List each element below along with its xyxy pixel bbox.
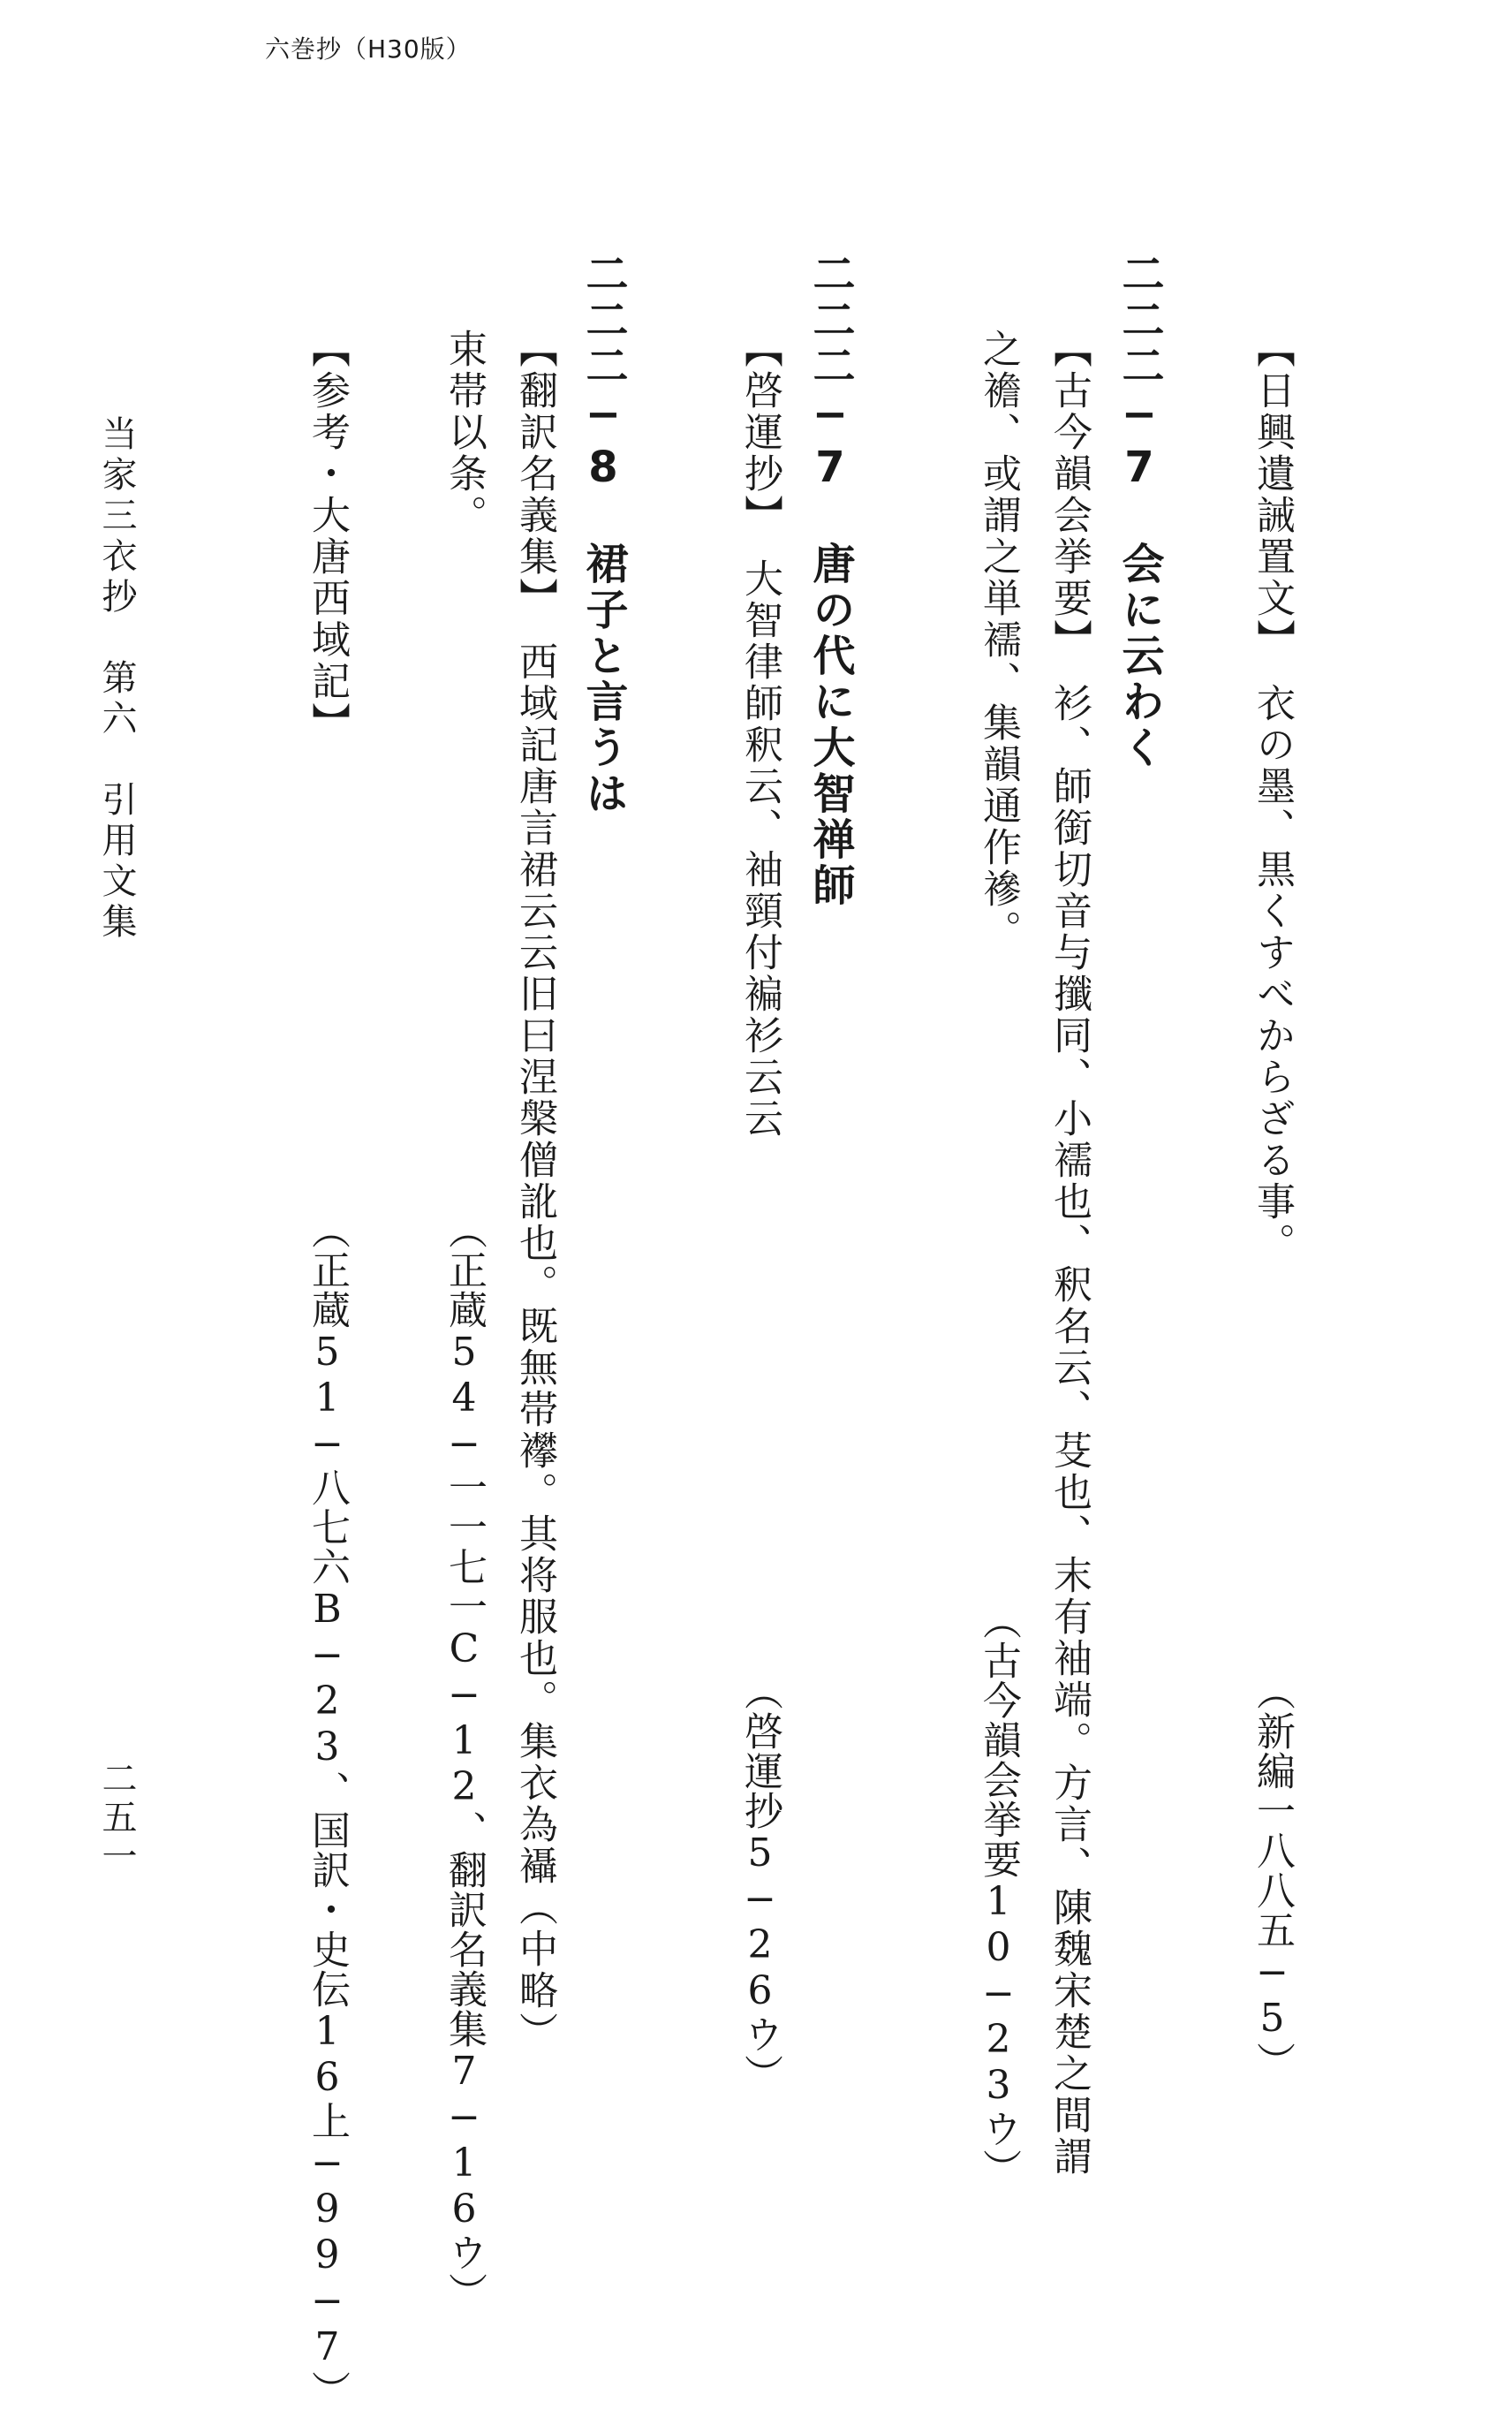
entry-222-7a-citation: （古今韻会挙要10−23ウ） [976,1601,1021,2188]
book-title: 当家三衣抄 第六 引用文集 [96,415,137,944]
entry-nikko-text: 【日興遺誡置文】 衣の墨、黒くすべからざる事。 [1250,329,1295,1264]
entry-222-7a-line-1: 【古今韻会挙要】 衫、師銜切音与攕同、小襦也、釈名云、芟也、末有袖端。方言、陳魏宋楚之間謂 [1047,329,1092,2178]
entry-222-8-citation: （正蔵54−一一七一C−12、翻訳名義集7−16ウ） [442,1210,487,2312]
entry-222-7b-line-1: 【啓運抄】 大智律師釈云、袖頸付褊衫云云 [737,329,782,1140]
entry-222-7b-citation: （啓運抄5−26ウ） [737,1671,782,2094]
entry-222-8-reference-citation: （正蔵51−八七六B−23、国訳・史伝16上−99−7） [305,1210,350,2410]
entry-222-8-line-2: 束帯以条。 [442,329,487,536]
entry-222-8-reference: 【参考・大唐西域記】 [305,329,350,744]
running-head: 六巻抄（H30版） [265,34,472,64]
entry-nikko-citation: （新編一八八五−5） [1250,1671,1295,2081]
entry-222-7b-heading: 二二二−7 唐の代に大智禅師 [805,252,855,909]
entry-222-8-line-1: 【翻訳名義集】 西域記唐言裙云云旧曰涅槃僧訛也。既無帯襻。其将服也。集衣為襵（中略） [512,329,557,2053]
entry-222-7a-line-2: 之襜、或謂之単襦、集韻通作襂。 [976,329,1021,951]
page-number: 二五一 [96,1760,137,1876]
entry-222-8-heading: 二二二−8 裙子と言うは [578,252,628,817]
entry-222-7a-heading: 二二二−7 会に云わく [1115,252,1164,771]
